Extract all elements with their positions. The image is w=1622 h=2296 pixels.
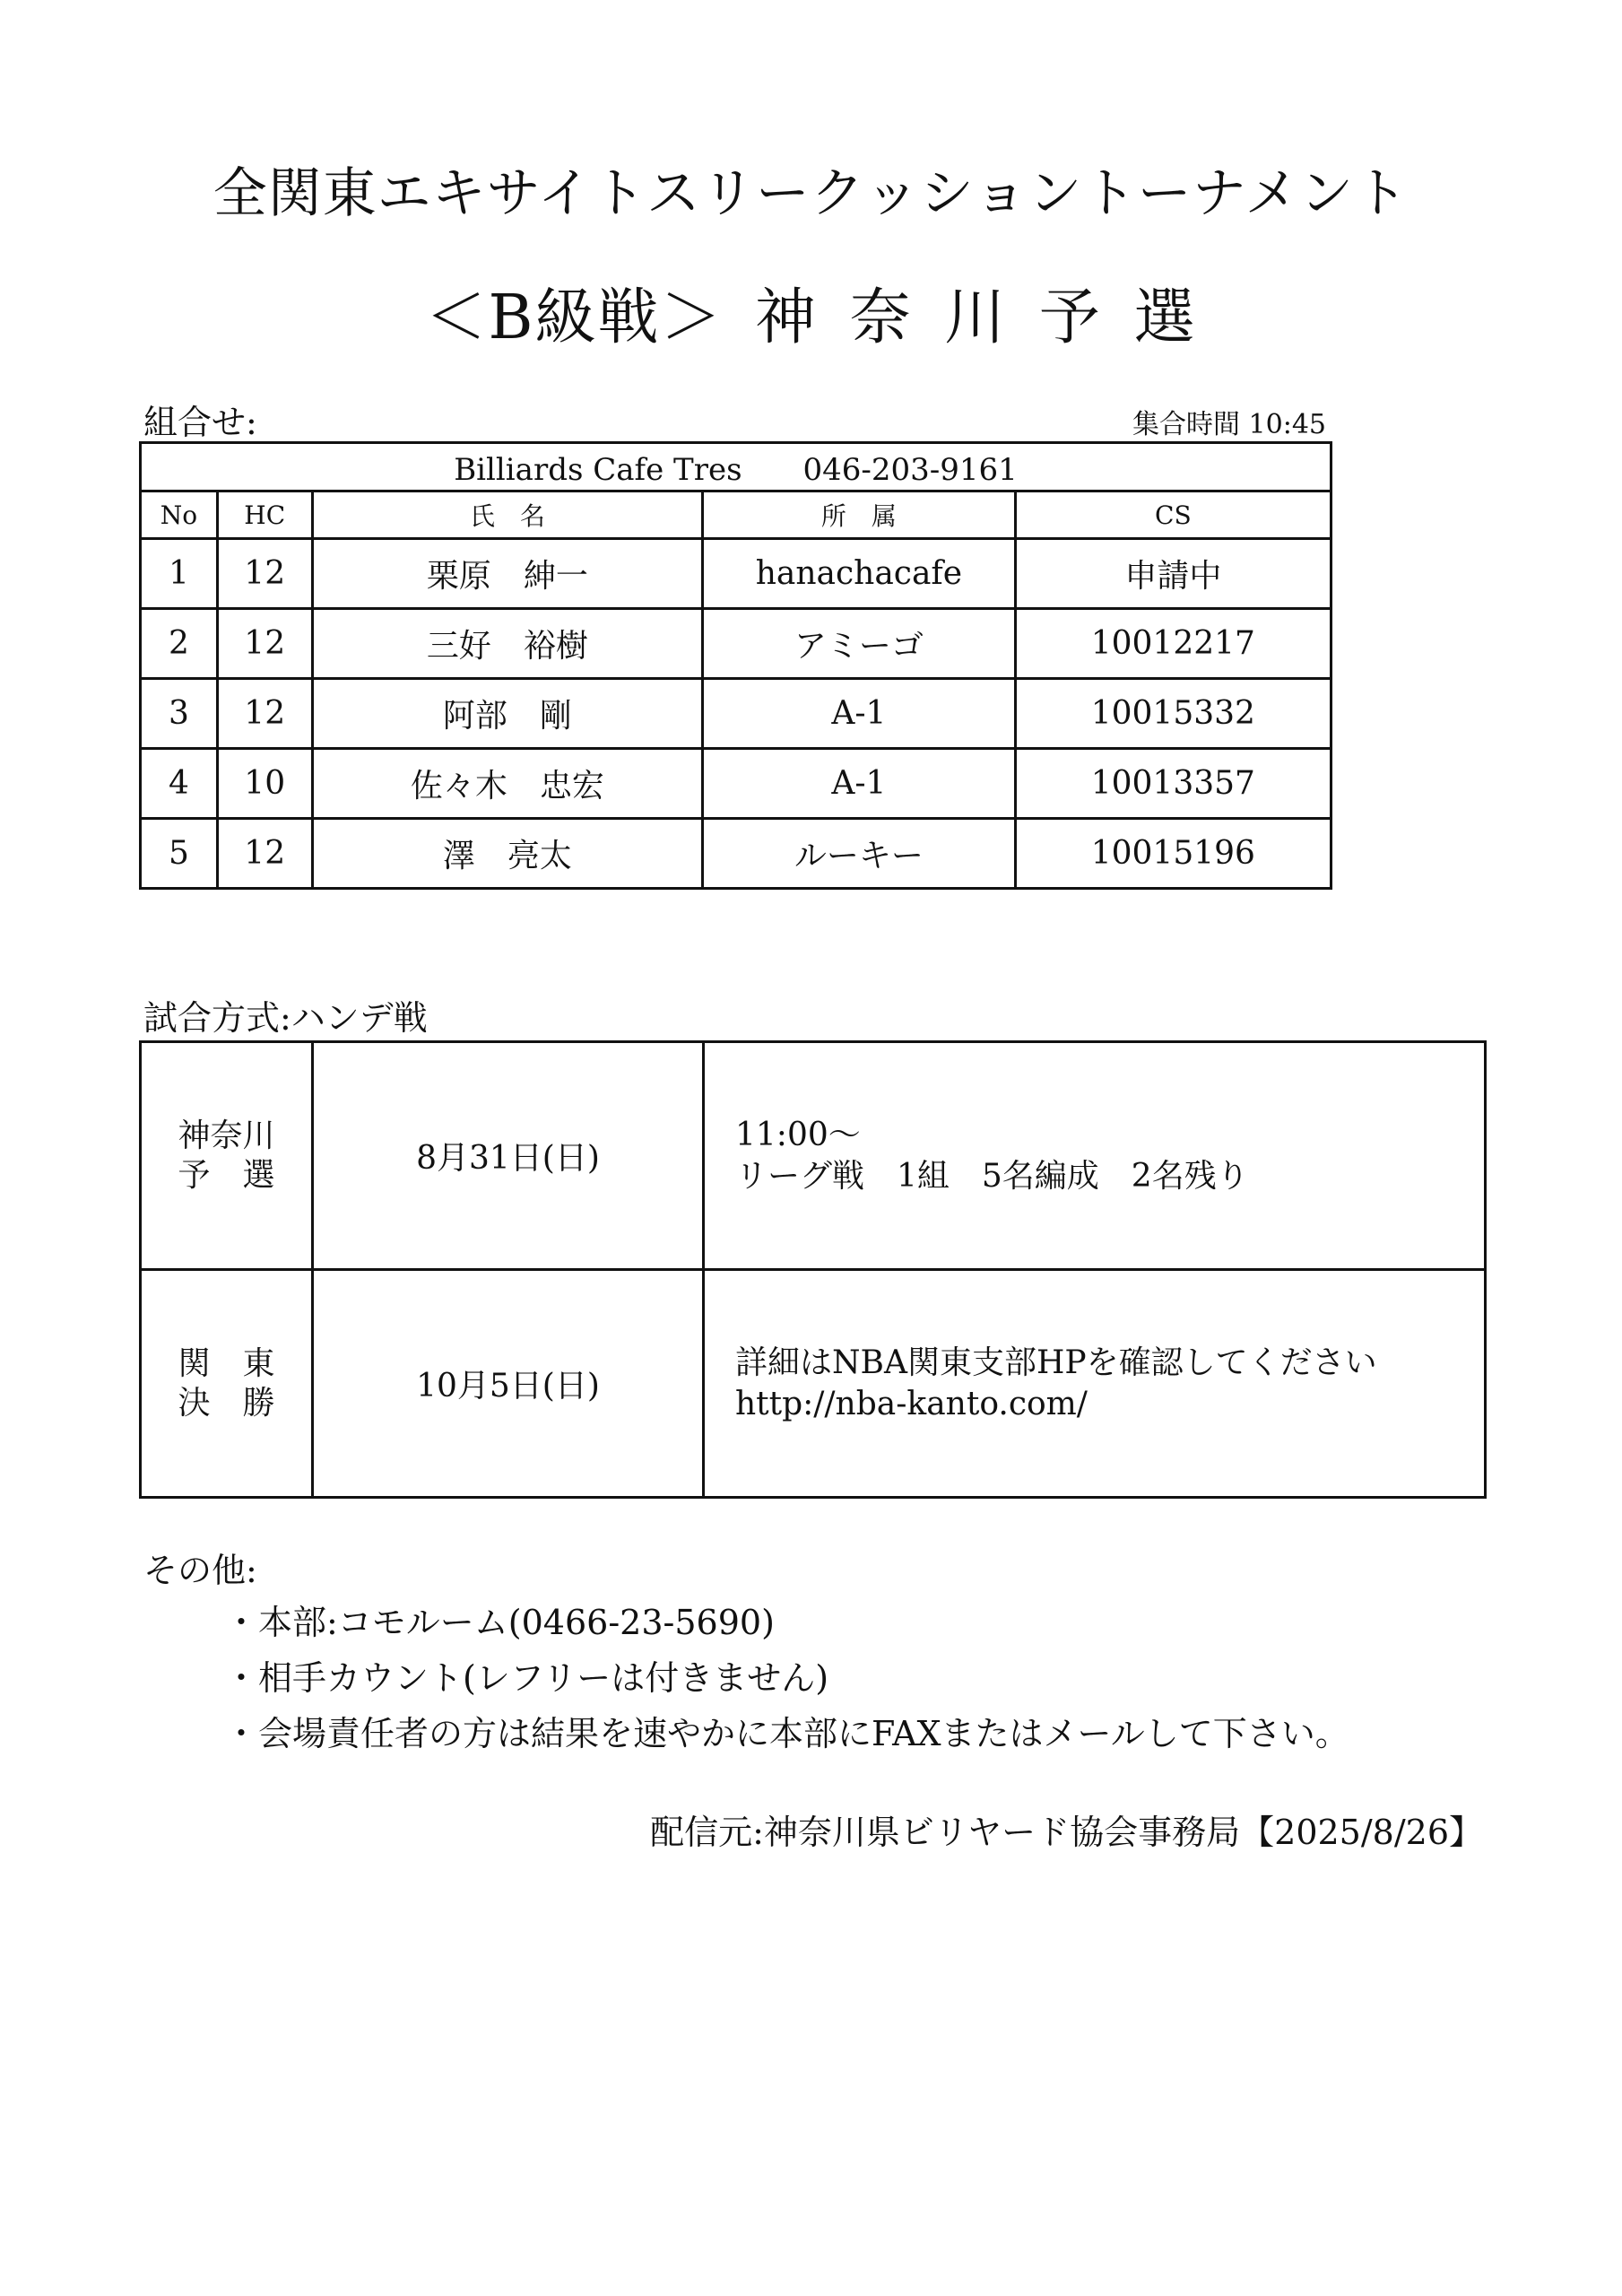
stage-line: 決 勝 [178, 1384, 275, 1422]
other-label: その他: [143, 1551, 257, 1590]
venue-info: Billiards Cafe Tres 046-203-9161 [141, 443, 1331, 491]
table-row [141, 819, 1331, 889]
cell-name: 澤 亮太 [312, 819, 703, 889]
cell-name: 栗原 紳一 [312, 539, 703, 609]
column-header-name: 氏 名 [312, 491, 703, 539]
cell-no: 3 [141, 679, 218, 749]
cell-no: 1 [141, 539, 218, 609]
grouping-table [139, 441, 1332, 890]
cell-club: hanachacafe [703, 539, 1016, 609]
table-header-row [141, 491, 1331, 539]
stage-line: 関 東 [178, 1344, 275, 1382]
detail-cell [704, 1042, 1486, 1270]
cell-name: 三好 裕樹 [312, 609, 703, 679]
cell-cs: 10013357 [1015, 749, 1331, 819]
cell-name: 佐々木 忠宏 [312, 749, 703, 819]
cell-no: 5 [141, 819, 218, 889]
cell-no: 4 [141, 749, 218, 819]
cell-cs: 10012217 [1015, 609, 1331, 679]
table-row [141, 679, 1331, 749]
footer-source: 配信元:神奈川県ビリヤード協会事務局【2025/8/26】 [650, 1813, 1483, 1852]
document-title: 全関東エキサイトスリークッショントーナメント [213, 162, 1409, 225]
cell-club: A-1 [703, 749, 1016, 819]
stage-line: 予 選 [178, 1156, 275, 1194]
detail-link[interactable]: http://nba-kanto.com/ [735, 1385, 1088, 1422]
notes-list [224, 1595, 1349, 1761]
detail-line: リーグ戦 1組 5名編成 2名残り [735, 1157, 1249, 1195]
schedule-row [141, 1042, 1486, 1270]
cell-cs: 10015332 [1015, 679, 1331, 749]
stage-cell [141, 1270, 313, 1498]
date-cell: 8月31日(日) [313, 1042, 704, 1270]
assembly-time: 集合時間 10:45 [1132, 409, 1326, 440]
format-label: 試合方式:ハンデ戦 [143, 998, 428, 1038]
column-header-cs: CS [1015, 491, 1331, 539]
document-subtitle: ＜B級戦＞ 神 奈 川 予 選 [425, 283, 1197, 353]
detail-cell [704, 1270, 1486, 1498]
table-row [141, 609, 1331, 679]
column-header-no: No [141, 491, 218, 539]
stage-cell [141, 1042, 313, 1270]
note-item: ・本部:コモルーム(0466-23-5690) [224, 1603, 775, 1642]
cell-cs: 10015196 [1015, 819, 1331, 889]
column-header-club: 所 属 [703, 491, 1016, 539]
grouping-label: 組合せ: [143, 403, 257, 442]
venue-row [141, 443, 1331, 491]
schedule-table [139, 1040, 1487, 1499]
stage-line: 神奈川 [178, 1117, 275, 1154]
column-header-hc: HC [217, 491, 312, 539]
schedule-row [141, 1270, 1486, 1498]
cell-no: 2 [141, 609, 218, 679]
cell-hc: 10 [217, 749, 312, 819]
detail-line: 詳細はNBA関東支部HPを確認してください [735, 1344, 1377, 1381]
note-item: ・相手カウント(レフリーは付きません) [224, 1658, 829, 1698]
cell-club: A-1 [703, 679, 1016, 749]
cell-hc: 12 [217, 679, 312, 749]
table-row [141, 749, 1331, 819]
cell-club: アミーゴ [703, 609, 1016, 679]
cell-hc: 12 [217, 609, 312, 679]
cell-hc: 12 [217, 539, 312, 609]
cell-club: ルーキー [703, 819, 1016, 889]
cell-hc: 12 [217, 819, 312, 889]
note-item: ・会場責任者の方は結果を速やかに本部にFAXまたはメールして下さい。 [224, 1714, 1349, 1753]
table-row [141, 539, 1331, 609]
cell-name: 阿部 剛 [312, 679, 703, 749]
detail-line: 11:00～ [735, 1116, 861, 1153]
date-cell: 10月5日(日) [313, 1270, 704, 1498]
cell-cs: 申請中 [1015, 539, 1331, 609]
